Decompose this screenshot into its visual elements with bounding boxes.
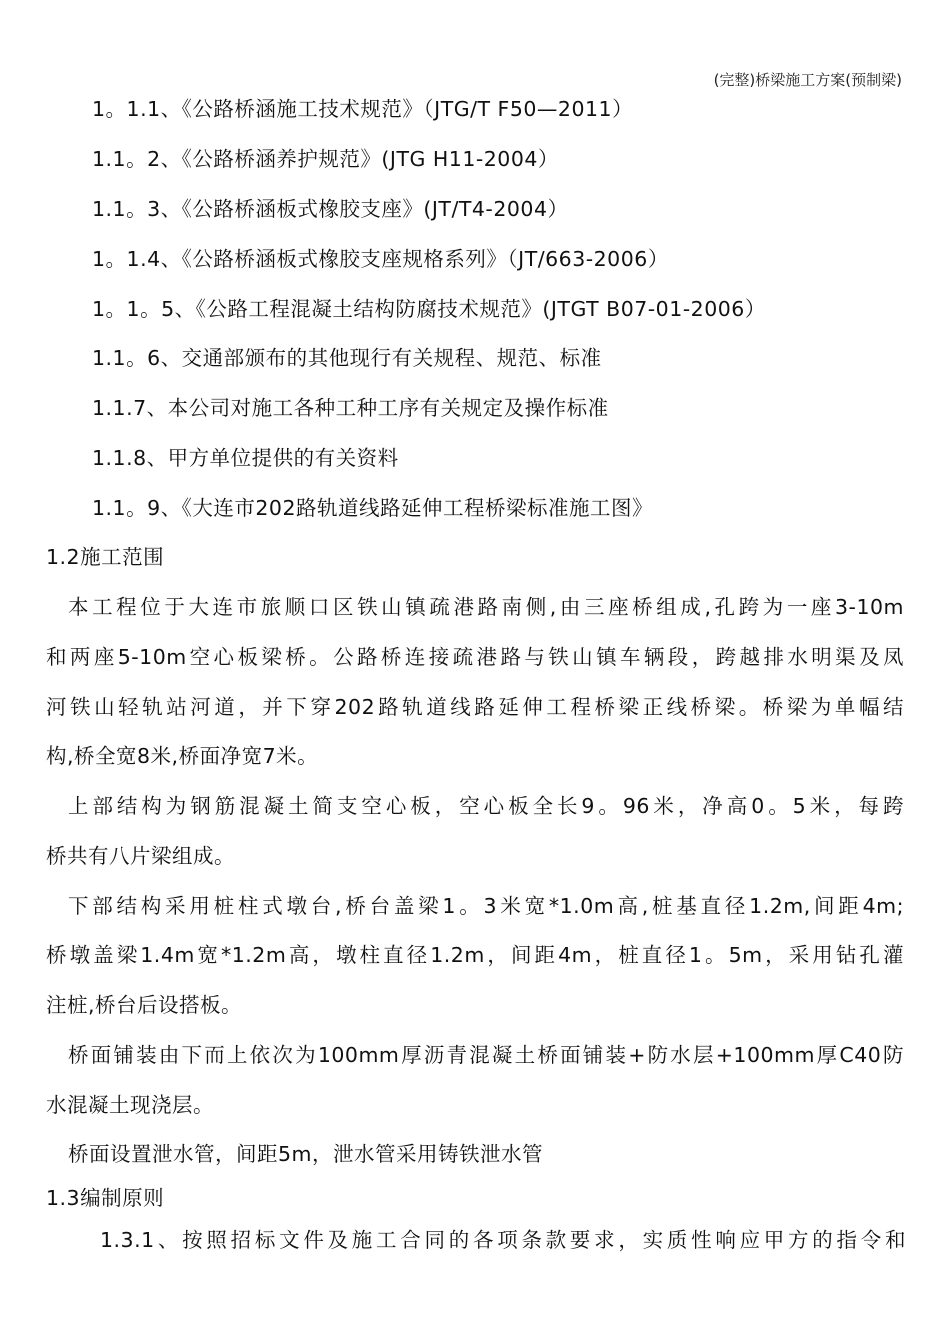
paragraph-line: 构,桥全宽8米,桥面净宽7米。	[46, 744, 319, 768]
paragraph-line: 和两座5-10m空心板梁桥。公路桥连接疏港路与铁山镇车辆段，跨越排水明渠及凤	[46, 645, 904, 669]
reference-item: 1.1。2、《公路桥涵养护规范》(JTG H11-2004）	[92, 147, 559, 171]
paragraph-line: 水混凝土现浇层。	[46, 1093, 214, 1117]
paragraph-line: 桥共有八片梁组成。	[46, 844, 235, 868]
paragraph-line: 本工程位于大连市旅顺口区铁山镇疏港路南侧,由三座桥组成,孔跨为一座3-10m	[68, 595, 904, 619]
paragraph-line: 桥墩盖梁1.4m宽*1.2m高，墩柱直径1.2m，间距4m，桩直径1。5m，采用钻孔灌	[46, 943, 904, 967]
reference-item: 1.1。6、交通部颁布的其他现行有关规程、规范、标准	[92, 346, 602, 370]
paragraph-line: 1.3.1、按照招标文件及施工合同的各项条款要求，实质性响应甲方的指令和	[100, 1228, 906, 1252]
document-header-title: (完整)桥梁施工方案(预制梁)	[713, 71, 902, 89]
section-heading-1-3: 1.3编制原则	[46, 1186, 165, 1210]
reference-item: 1。1.4、《公路桥涵板式橡胶支座规格系列》（JT/663-2006）	[92, 247, 669, 271]
paragraph-line: 河铁山轻轨站河道，并下穿202路轨道线路延伸工程桥梁正线桥梁。桥梁为单幅结	[46, 695, 904, 719]
reference-item: 1.1。3、《公路桥涵板式橡胶支座》(JT/T4-2004）	[92, 197, 569, 221]
reference-item: 1.1。9、《大连市202路轨道线路延伸工程桥梁标准施工图》	[92, 496, 654, 520]
paragraph-line: 注桩,桥台后设搭板。	[46, 993, 243, 1017]
paragraph-line: 上部结构为钢筋混凝土简支空心板，空心板全长9。96米，净高0。5米，每跨	[68, 794, 904, 818]
paragraph-line: 下部结构采用桩柱式墩台,桥台盖梁1。3米宽*1.0m高,桩基直径1.2m,间距4m;	[68, 894, 904, 918]
paragraph-line: 桥面铺装由下而上依次为100mm厚沥青混凝土桥面铺装+防水层+100mm厚C40防	[68, 1043, 904, 1067]
reference-item: 1。1.1、《公路桥涵施工技术规范》（JTG/T F50—2011）	[92, 97, 634, 121]
reference-item: 1.1.7、本公司对施工各种工种工序有关规定及操作标准	[92, 396, 609, 420]
section-heading-1-2: 1.2施工范围	[46, 545, 165, 569]
reference-item: 1。1。5、《公路工程混凝土结构防腐技术规范》(JTGT B07-01-2006）	[92, 297, 766, 321]
reference-item: 1.1.8、甲方单位提供的有关资料	[92, 446, 399, 470]
paragraph-line: 桥面设置泄水管，间距5m，泄水管采用铸铁泄水管	[68, 1142, 544, 1166]
